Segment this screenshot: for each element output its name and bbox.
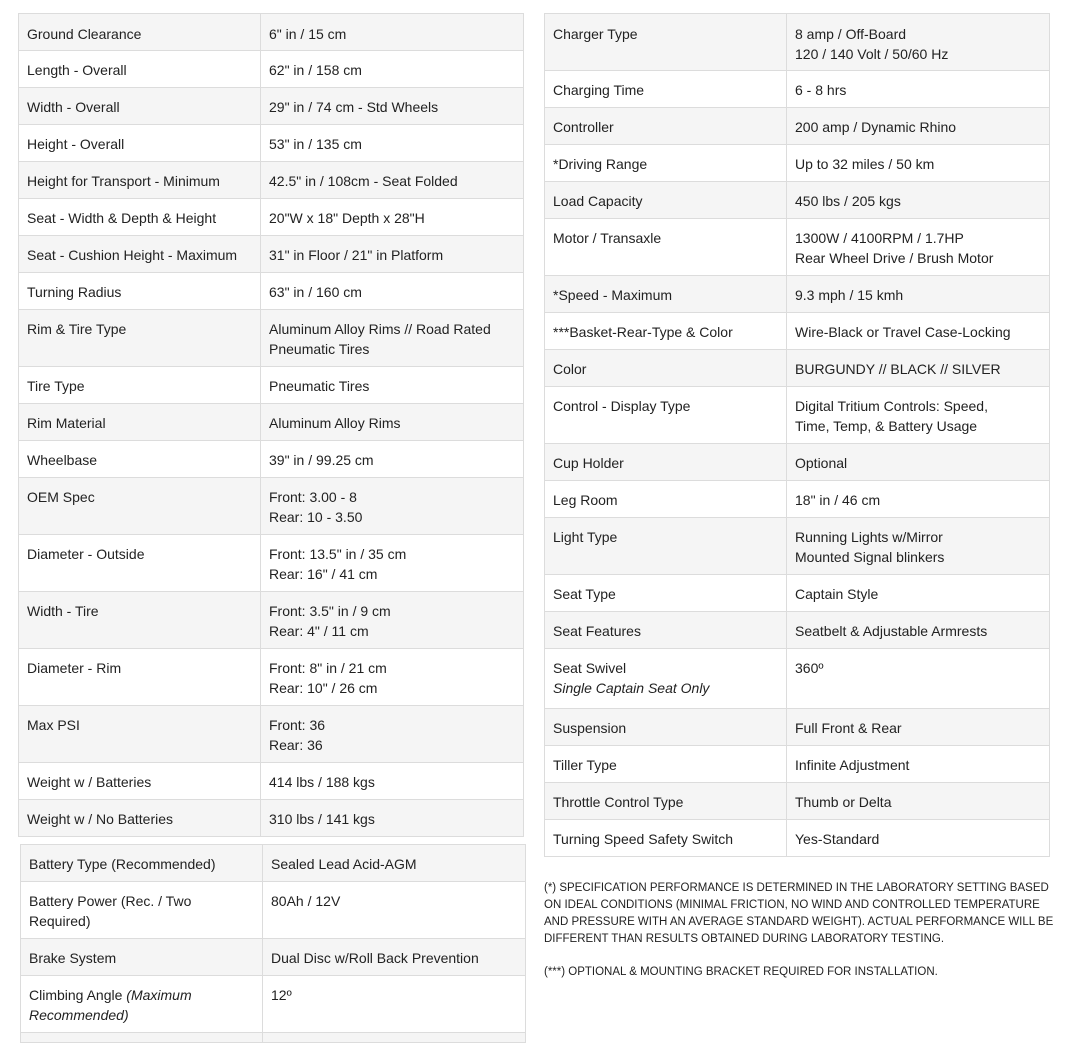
spec-label: OEM Spec	[19, 478, 261, 535]
table-row	[545, 820, 1050, 857]
spec-value: 360º	[787, 649, 1050, 709]
spec-label: Turning Speed Safety Switch	[545, 820, 787, 857]
spec-label: Controller	[545, 108, 787, 145]
spec-label	[21, 976, 263, 1033]
climbing-angle-label: Climbing Angle	[29, 987, 127, 1003]
table-row	[21, 976, 526, 1033]
table-row	[19, 310, 524, 367]
spec-value: Front: 13.5" in / 35 cm Rear: 16" / 41 cm	[261, 535, 524, 592]
spec-label: Diameter - Outside	[19, 535, 261, 592]
spec-value: 414 lbs / 188 kgs	[261, 763, 524, 800]
spec-value: Full Front & Rear	[787, 709, 1050, 746]
spec-value: Optional	[787, 444, 1050, 481]
left-spec-table	[18, 13, 524, 837]
table-row	[545, 481, 1050, 518]
table-row	[19, 706, 524, 763]
table-row	[19, 592, 524, 649]
spec-label: Motor / Transaxle	[545, 219, 787, 276]
table-row	[19, 478, 524, 535]
table-row	[21, 882, 526, 939]
spec-value: Aluminum Alloy Rims	[261, 404, 524, 441]
spec-label: Charging Time	[545, 71, 787, 108]
table-row	[19, 236, 524, 273]
spec-value: Up to 32 miles / 50 km	[787, 145, 1050, 182]
spec-label: Tire Type	[19, 367, 261, 404]
spec-value: 450 lbs / 205 kgs	[787, 182, 1050, 219]
spec-label: Turning Radius	[19, 273, 261, 310]
spec-label: Control - Display Type	[545, 387, 787, 444]
seat-swivel-label: Seat Swivel	[553, 660, 627, 676]
spec-value: 8 amp / Off-Board 120 / 140 Volt / 50/60 Hz	[787, 14, 1050, 71]
table-row	[19, 800, 524, 837]
spec-label: Light Type	[545, 518, 787, 575]
spec-label: ***Basket-Rear-Type & Color	[545, 313, 787, 350]
spec-label: Weight w / No Batteries	[19, 800, 261, 837]
table-row	[545, 746, 1050, 783]
spec-value: BURGUNDY // BLACK // SILVER	[787, 350, 1050, 387]
table-row	[545, 219, 1050, 276]
spec-label: Width - Overall	[19, 88, 261, 125]
table-row	[545, 145, 1050, 182]
spec-value: 42.5" in / 108cm - Seat Folded	[261, 162, 524, 199]
spec-label: Cup Holder	[545, 444, 787, 481]
spec-label: Battery Type (Recommended)	[21, 845, 263, 882]
spec-label: Height - Overall	[19, 125, 261, 162]
table-row	[545, 108, 1050, 145]
table-row	[545, 612, 1050, 649]
table-row	[19, 162, 524, 199]
spec-value: Sealed Lead Acid-AGM	[263, 845, 526, 882]
spec-label: Brake System	[21, 939, 263, 976]
spec-value: Dual Disc w/Roll Back Prevention	[263, 939, 526, 976]
spec-value: Digital Tritium Controls: Speed, Time, Temp, & Battery Usage	[787, 387, 1050, 444]
optional-disclaimer: (***) OPTIONAL & MOUNTING BRACKET REQUIRED FOR INSTALLATION.	[544, 966, 938, 978]
spec-value: 9.3 mph / 15 kmh	[787, 276, 1050, 313]
spec-value: 12º	[263, 976, 526, 1033]
performance-disclaimer: (*) SPECIFICATION PERFORMANCE IS DETERMINED IN THE LABORATORY SETTING BASED ON IDEAL CONDITIONS (MINIMAL FRICTION, NO WIND AND CONTROLLED TEMPERATURE AND PRESSURE WITH AN AVERAGE STANDARD WEIGHT). ACTUAL PERFORMANCE WILL BE DIFFERENT THAN RESULTS OBTAINED DURING LABORATORY TESTING.	[544, 882, 1054, 945]
spec-value: 200 amp / Dynamic Rhino	[787, 108, 1050, 145]
spec-value: Front: 8" in / 21 cm Rear: 10" / 26 cm	[261, 649, 524, 706]
spec-value: Captain Style	[787, 575, 1050, 612]
spec-label: Width - Tire	[19, 592, 261, 649]
spec-value: 20"W x 18" Depth x 28"H	[261, 199, 524, 236]
table-row	[545, 575, 1050, 612]
spec-label: Diameter - Rim	[19, 649, 261, 706]
table-row	[545, 518, 1050, 575]
table-row	[19, 125, 524, 162]
table-row	[19, 535, 524, 592]
spec-value: Wire-Black or Travel Case-Locking	[787, 313, 1050, 350]
spec-label: Length - Overall	[19, 51, 261, 88]
table-row	[19, 88, 524, 125]
table-row	[545, 709, 1050, 746]
climbing-angle-note: (Maximum Recommended)	[29, 987, 192, 1023]
spec-value: 310 lbs / 141 kgs	[261, 800, 524, 837]
table-row	[545, 182, 1050, 219]
table-row	[19, 763, 524, 800]
table-row	[19, 14, 524, 51]
table-row-empty	[21, 1033, 526, 1043]
spec-value: 31" in Floor / 21" in Platform	[261, 236, 524, 273]
table-row	[19, 441, 524, 478]
spec-value: Thumb or Delta	[787, 783, 1050, 820]
spec-value: 1300W / 4100RPM / 1.7HP Rear Wheel Drive / Brush Motor	[787, 219, 1050, 276]
spec-label: Battery Power (Rec. / Two Required)	[21, 882, 263, 939]
spec-label: Tiller Type	[545, 746, 787, 783]
table-row	[545, 276, 1050, 313]
spec-label: Rim Material	[19, 404, 261, 441]
spec-label: Ground Clearance	[19, 14, 261, 51]
table-row	[19, 367, 524, 404]
table-row	[545, 387, 1050, 444]
table-row	[19, 199, 524, 236]
table-row	[545, 313, 1050, 350]
spec-label: Seat - Width & Depth & Height	[19, 199, 261, 236]
spec-value: 18" in / 46 cm	[787, 481, 1050, 518]
spec-label: Weight w / Batteries	[19, 763, 261, 800]
spec-value: Front: 3.00 - 8 Rear: 10 - 3.50	[261, 478, 524, 535]
spec-value: 80Ah / 12V	[263, 882, 526, 939]
spec-label: Leg Room	[545, 481, 787, 518]
spec-label: Rim & Tire Type	[19, 310, 261, 367]
spec-value: 62" in / 158 cm	[261, 51, 524, 88]
spec-label: *Speed - Maximum	[545, 276, 787, 313]
spec-value: 63" in / 160 cm	[261, 273, 524, 310]
table-row	[19, 273, 524, 310]
table-row	[19, 649, 524, 706]
battery-spec-table	[20, 844, 526, 1043]
table-row	[19, 51, 524, 88]
spec-value: Pneumatic Tires	[261, 367, 524, 404]
spec-value: Front: 3.5" in / 9 cm Rear: 4" / 11 cm	[261, 592, 524, 649]
spec-value: Running Lights w/Mirror Mounted Signal blinkers	[787, 518, 1050, 575]
spec-value: Aluminum Alloy Rims // Road Rated Pneumatic Tires	[261, 310, 524, 367]
table-row	[545, 783, 1050, 820]
spec-value: 6" in / 15 cm	[261, 14, 524, 51]
table-row	[21, 845, 526, 882]
spec-value: Yes-Standard	[787, 820, 1050, 857]
spec-label: Seat - Cushion Height - Maximum	[19, 236, 261, 273]
spec-label: Color	[545, 350, 787, 387]
spec-label: Height for Transport - Minimum	[19, 162, 261, 199]
spec-value: Front: 36 Rear: 36	[261, 706, 524, 763]
spec-label: Charger Type	[545, 14, 787, 71]
right-spec-table	[544, 13, 1050, 857]
table-row	[19, 404, 524, 441]
table-row	[545, 71, 1050, 108]
spec-value: 29" in / 74 cm - Std Wheels	[261, 88, 524, 125]
spec-label: Seat Features	[545, 612, 787, 649]
spec-value: 6 - 8 hrs	[787, 71, 1050, 108]
table-row	[21, 939, 526, 976]
table-row	[545, 649, 1050, 709]
table-row	[545, 350, 1050, 387]
spec-label: Load Capacity	[545, 182, 787, 219]
spec-label: *Driving Range	[545, 145, 787, 182]
spec-value: 53" in / 135 cm	[261, 125, 524, 162]
table-row	[545, 444, 1050, 481]
table-row	[545, 14, 1050, 71]
spec-label	[545, 649, 787, 709]
spec-value: 39" in / 99.25 cm	[261, 441, 524, 478]
seat-swivel-note: Single Captain Seat Only	[553, 680, 710, 696]
spec-label: Wheelbase	[19, 441, 261, 478]
spec-value: Infinite Adjustment	[787, 746, 1050, 783]
spec-label: Max PSI	[19, 706, 261, 763]
spec-value: Seatbelt & Adjustable Armrests	[787, 612, 1050, 649]
spec-label: Suspension	[545, 709, 787, 746]
spec-label: Seat Type	[545, 575, 787, 612]
spec-label: Throttle Control Type	[545, 783, 787, 820]
